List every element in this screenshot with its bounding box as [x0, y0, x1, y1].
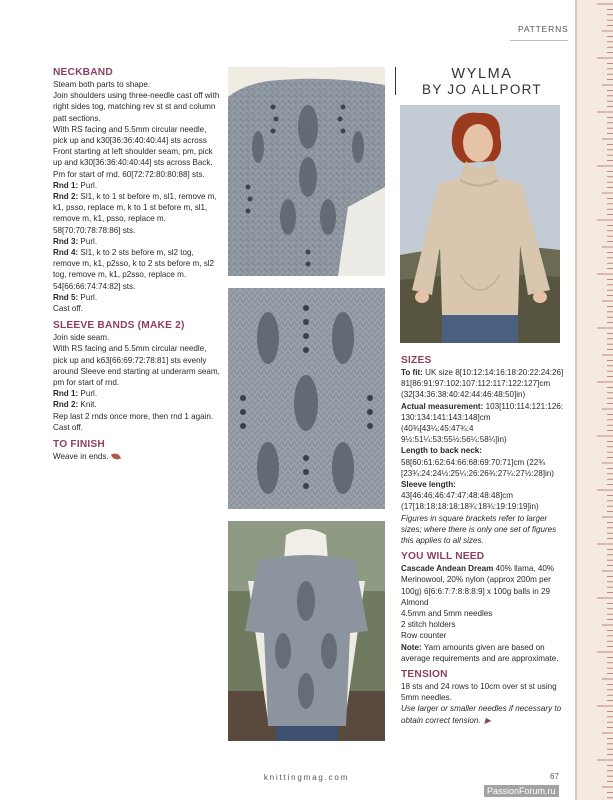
sleeve-label: Sleeve length: [401, 480, 456, 490]
sizes-fit [401, 367, 565, 401]
rnd-text: Sl1, k to 2 sts before m, sl2 tog, remove m, k1, p2sso, k to 2 sts before m, sl2 tog, remove m, k1, p2sso, replace m. 54[66:66:74:74:82] sts. [53, 248, 215, 291]
rnd-label: Rnd 5: [53, 292, 79, 302]
sleeve-bands-p3: Rep last 2 rnds once more, then rnd 1 again. [53, 411, 214, 421]
neckband-end: Cast off. [53, 304, 83, 314]
page-number: 67 [550, 772, 559, 781]
pattern-title: WYLMA [451, 66, 513, 82]
rnd-label: Rnd 1: [53, 180, 79, 190]
model-image [400, 105, 560, 343]
sleeve-bands-rnd1 [53, 388, 221, 399]
rnd-label: Rnd 1: [53, 389, 79, 399]
sizes-sleeve [401, 479, 565, 513]
sleeve-bands-end: Cast off. [53, 422, 83, 432]
back-view-image [228, 521, 385, 741]
tension-note-text: Use larger or smaller needles if necessary to obtain correct tension. [401, 704, 562, 725]
lace-detail-photo [228, 288, 385, 509]
neckband-p2: Join shoulders using three-needle cast off with right sides tog, matching rev st st and column patt sections. [53, 91, 220, 123]
tension-text: 18 sts and 24 rows to 10cm over st st using 5mm needles. [401, 682, 557, 703]
lace-closeup-image [228, 67, 385, 276]
pattern-designer: BY JO ALLPORT [422, 82, 542, 97]
finish-text-content: Weave in ends. [53, 452, 109, 462]
section-label: PATTERNS [518, 24, 569, 34]
instructions-column [53, 67, 221, 462]
rnd-text: Purl. [78, 236, 98, 246]
actual-text: 103[110:114:121:126: 130:134:141:143:148]cm (40¾[43¼:45:47¾:4 9½:51¼:53:55½:56¼:58¼]in) [401, 401, 564, 445]
tension-note [401, 703, 565, 725]
rnd-text: Knit. [78, 400, 97, 410]
length-text: 58[60:61:62:64:66:68:69:70:71]cm (22¾ [23¾:24:24½:25¼:26:26¾:27¼:27½:28]in) [401, 457, 555, 478]
neckband-p3: With RS facing and 5.5mm circular needle, pick up and k30[36:36:40:40:44] sts across Front starting at left shoulder seam, pm, pick up and k30[36:36:40:40:44] sts across Back. Pm for start of rnd. 60[72:72:80:80:88] sts. [53, 124, 213, 179]
sleeve-text: 43[46:46:46:47:47:48:48:48]cm (17[18:18:18:18:18¾:18¾:19:19:19]in) [401, 491, 539, 512]
leaf-icon [111, 452, 121, 461]
neckband-rnd2 [53, 191, 221, 236]
rnd-text: Purl. [78, 389, 98, 399]
neckband-heading: NECKBAND [53, 67, 113, 78]
rnd-label: Rnd 3: [53, 236, 79, 246]
need-yarn [401, 563, 565, 608]
tension-heading: TENSION [401, 669, 448, 681]
watermark: PassionForum.ru [484, 785, 559, 797]
finish-text [53, 451, 221, 462]
finish-heading: TO FINISH [53, 439, 105, 451]
lace-closeup-photo [228, 67, 385, 276]
sizes-length [401, 445, 565, 479]
note-text: Yarn amounts given are based on average requirements and are approximate. [401, 642, 559, 663]
sizes-actual [401, 401, 565, 446]
need-note [401, 642, 565, 664]
rnd-text: Purl. [78, 180, 98, 190]
header-rule [510, 40, 568, 41]
fit-text: UK size 8[10:12:14:16:18:20:22:24:26] 81[86:91:97:102:107:112:117:122:127]cm (32[34:36:38:40:42:44:46:48:50]in) [401, 368, 564, 400]
actual-label: Actual measurement: [401, 401, 484, 411]
lace-detail-image [228, 288, 385, 509]
model-photo [400, 105, 560, 343]
rnd-label: Rnd 4: [53, 248, 79, 258]
need-holders: 2 stitch holders [401, 620, 456, 630]
neckband-rnd5 [53, 292, 221, 303]
fit-label: To fit: [401, 368, 423, 377]
ruler [575, 0, 613, 800]
details-column [401, 355, 565, 726]
neckband-rnd4 [53, 247, 221, 292]
need-heading: YOU WILL NEED [401, 551, 485, 563]
ruler-graphic [575, 0, 613, 800]
yarn-label: Cascade Andean Dream [401, 564, 494, 574]
sizes-heading: SIZES [401, 355, 432, 366]
neckband-rnd3 [53, 236, 221, 247]
back-view-photo [228, 521, 385, 741]
footer-site: knittingmag.com [263, 773, 350, 782]
sizes-note: Figures in square brackets refer to larger sizes; where there is only one set of figures this applies to all sizes. [401, 513, 557, 546]
rnd-text: Sl1, k to 1 st before m, sl1, remove m, k1, psso, replace m, k to 1 st before m, sl1, remove m, k1, psso, replace m. 58[70:70:78:78:86] sts. [53, 192, 217, 235]
rnd-text: Purl. [78, 292, 98, 302]
sleeve-bands-heading: SLEEVE BANDS (MAKE 2) [53, 320, 185, 332]
need-needles: 4.5mm and 5mm needles [401, 609, 493, 619]
length-label: Length to back neck: [401, 446, 482, 456]
neckband-rnd1 [53, 180, 221, 191]
need-counter: Row counter [401, 631, 447, 641]
note-label: Note: [401, 642, 422, 652]
yarn-text: 40% llama, 40% Merinowool, 20% nylon (approx 200m per 100g) 6[6:6:7:7:8:8:8:9] x 100g balls in 29 Almond [401, 564, 555, 607]
sleeve-bands-p2: With RS facing and 5.5mm circular needle, pick up and k63[66:69:72:78:81] sts evenly around Sleeve end starting at underarm seam, pm for start of rnd. [53, 344, 220, 388]
neckband-p1: Steam both parts to shape. [53, 80, 151, 89]
continue-arrow-icon: ▶ [484, 715, 491, 725]
rnd-label: Rnd 2: [53, 400, 79, 410]
rnd-label: Rnd 2: [53, 192, 79, 202]
title-rule [395, 67, 396, 95]
sleeve-bands-rnd2 [53, 399, 221, 410]
sleeve-bands-p1: Join side seam. [53, 333, 110, 343]
